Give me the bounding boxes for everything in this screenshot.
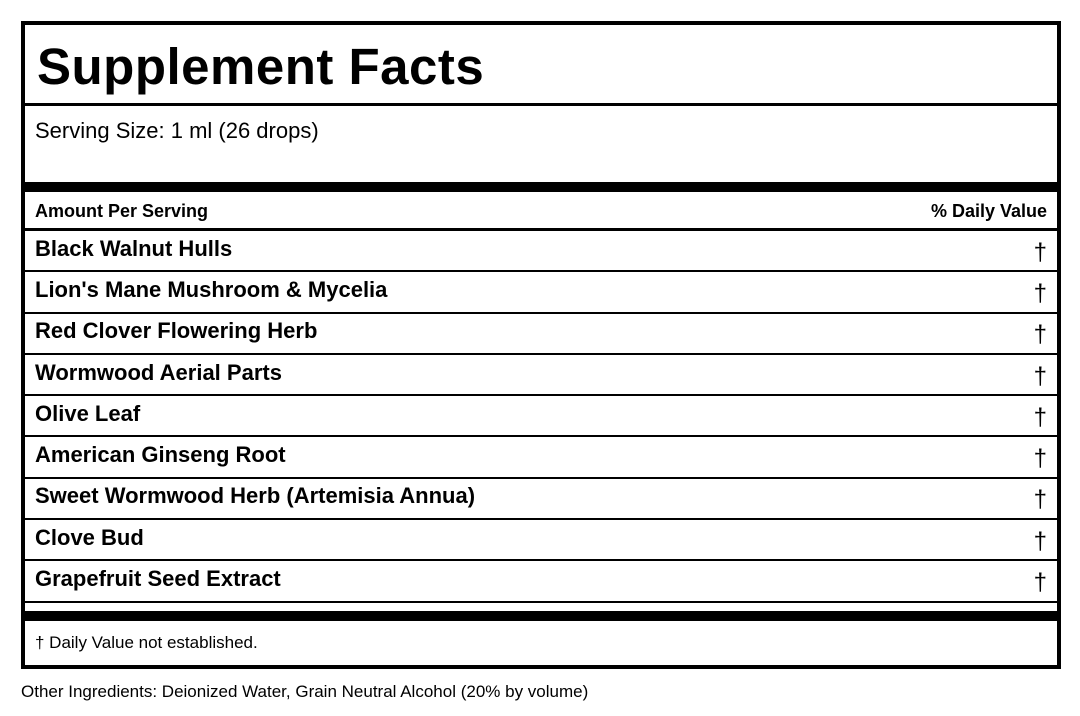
dagger-mark: †	[1033, 362, 1047, 390]
ingredient-row	[25, 314, 1057, 355]
ingredient-row	[25, 231, 1057, 272]
ingredient-name: Grapefruit Seed Extract	[35, 566, 281, 592]
dagger-mark: †	[1033, 445, 1047, 473]
dagger-mark: †	[1033, 527, 1047, 555]
ingredient-row	[25, 561, 1057, 602]
ingredient-row	[25, 355, 1057, 396]
column-header-row	[25, 192, 1057, 231]
ingredient-row	[25, 396, 1057, 437]
supplement-facts-panel	[21, 21, 1061, 669]
daily-value-footnote: † Daily Value not established.	[35, 633, 258, 652]
ingredient-name: Lion's Mane Mushroom & Mycelia	[35, 276, 388, 302]
dagger-mark: †	[1033, 486, 1047, 514]
dagger-mark: †	[1033, 238, 1047, 266]
ingredient-name: Red Clover Flowering Herb	[35, 318, 318, 344]
ingredient-name: Wormwood Aerial Parts	[35, 359, 282, 385]
ingredient-name: Black Walnut Hulls	[35, 235, 233, 261]
serving-size: Serving Size: 1 ml (26 drops)	[35, 118, 319, 143]
ingredient-row	[25, 272, 1057, 313]
amount-per-serving-header: Amount Per Serving	[35, 200, 209, 221]
ingredient-name: American Ginseng Root	[35, 442, 286, 468]
thick-divider-top	[25, 182, 1057, 192]
panel-title: Supplement Facts	[25, 25, 1057, 106]
ingredient-row	[25, 520, 1057, 561]
dagger-mark: †	[1033, 279, 1047, 307]
ingredient-list	[25, 231, 1057, 603]
daily-value-header: % Daily Value	[930, 200, 1047, 221]
ingredient-name: Clove Bud	[35, 524, 144, 550]
dagger-mark: †	[1033, 403, 1047, 431]
dagger-mark: †	[1033, 321, 1047, 349]
dagger-mark: †	[1033, 569, 1047, 597]
ingredient-row	[25, 437, 1057, 478]
ingredient-name: Sweet Wormwood Herb (Artemisia Annua)	[35, 483, 476, 509]
other-ingredients: Other Ingredients: Deionized Water, Grain Neutral Alcohol (20% by volume)	[21, 682, 589, 701]
ingredient-name: Olive Leaf	[35, 400, 141, 426]
ingredient-row	[25, 479, 1057, 520]
thick-divider-bottom	[25, 611, 1057, 621]
